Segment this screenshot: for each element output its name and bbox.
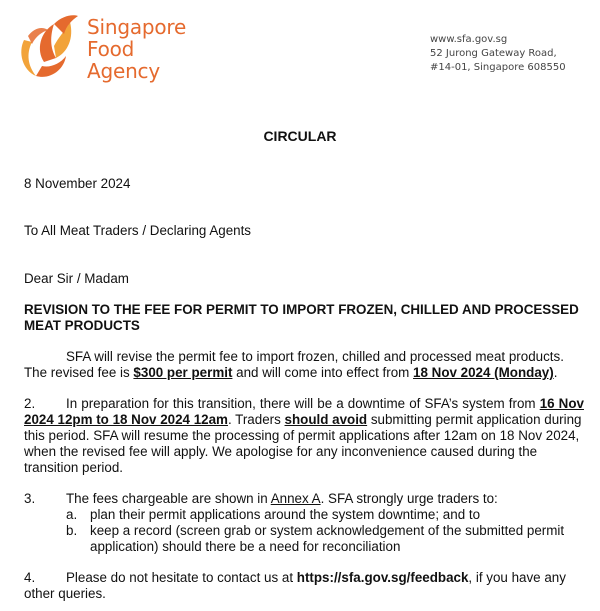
recipient-line: To All Meat Traders / Declaring Agents [24, 223, 252, 238]
paragraph-2-line [24, 412, 584, 428]
agency-address [430, 33, 566, 75]
agency-name-line: Agency [87, 59, 160, 83]
list-marker: a. [66, 507, 78, 522]
website-text: www.sfa.gov.sg [430, 34, 508, 45]
text-span: submitting permit application during [367, 412, 582, 427]
effective-date: 18 Nov 2024 (Monday) [413, 365, 554, 380]
agency-name-line: Singapore [87, 15, 187, 39]
list-marker: b. [66, 523, 78, 538]
text-span: , if you have any [468, 570, 566, 585]
paragraph-2-line: this period. SFA will resume the processing of permit applications after 12am on 18 Nov 2024, [24, 428, 580, 443]
paragraph-number: 3. [24, 491, 36, 506]
text-span: The revised fee is [24, 365, 134, 380]
feedback-link[interactable]: https://sfa.gov.sg/feedback [296, 570, 469, 585]
text-span: . [553, 365, 558, 380]
address-line: #14-01, Singapore 608550 [430, 62, 566, 73]
text-span: . SFA strongly urge traders to: [320, 491, 498, 506]
should-avoid-emphasis: should avoid [284, 412, 368, 427]
paragraph-1-line: SFA will revise the permit fee to import frozen, chilled and processed meat products. [66, 349, 564, 364]
paragraph-number: 4. [24, 570, 36, 585]
text-span: In preparation for this transition, there will be a downtime of SFA’s system from [66, 396, 540, 411]
salutation: Dear Sir / Madam [24, 271, 129, 286]
list-item: keep a record (screen grab or system acknowledgement of the submitted permit [90, 523, 565, 538]
subject-line: REVISION TO THE FEE FOR PERMIT TO IMPORT FROZEN, CHILLED AND PROCESSED [24, 302, 579, 317]
document-date: 8 November 2024 [24, 176, 131, 191]
list-item: application) should there be a need for reconciliation [90, 539, 401, 554]
paragraph-1-line [24, 365, 557, 381]
agency-name [87, 16, 186, 82]
text-span: and will come into effect from [232, 365, 414, 380]
paragraph-2-line [66, 396, 584, 412]
downtime-end: 2024 12pm to 18 Nov 2024 12am [24, 412, 228, 427]
address-line: 52 Jurong Gateway Road, [430, 48, 557, 59]
document-title: CIRCULAR [263, 128, 337, 144]
annex-a-link[interactable]: Annex A [270, 491, 321, 506]
paragraph-4-line [66, 570, 566, 586]
text-span: The fees chargeable are shown in [66, 491, 271, 506]
revised-fee: $300 per permit [133, 365, 233, 380]
downtime-start: 16 Nov [539, 396, 584, 411]
paragraph-4-line: other queries. [24, 586, 106, 601]
list-item: plan their permit applications around the system downtime; and to [90, 507, 481, 522]
text-span: Please do not hesitate to contact us at [66, 570, 297, 585]
paragraph-2-line: transition period. [24, 460, 123, 475]
agency-name-line: Food [87, 37, 135, 61]
paragraph-number: 2. [24, 396, 36, 411]
subject-line: MEAT PRODUCTS [24, 318, 140, 333]
text-span: . Traders [227, 412, 285, 427]
paragraph-3-intro [66, 491, 498, 507]
sfa-leaf-logo-icon [14, 6, 82, 84]
paragraph-2-line: when the revised fee will apply. We apologise for any inconvenience caused during the [24, 444, 538, 459]
